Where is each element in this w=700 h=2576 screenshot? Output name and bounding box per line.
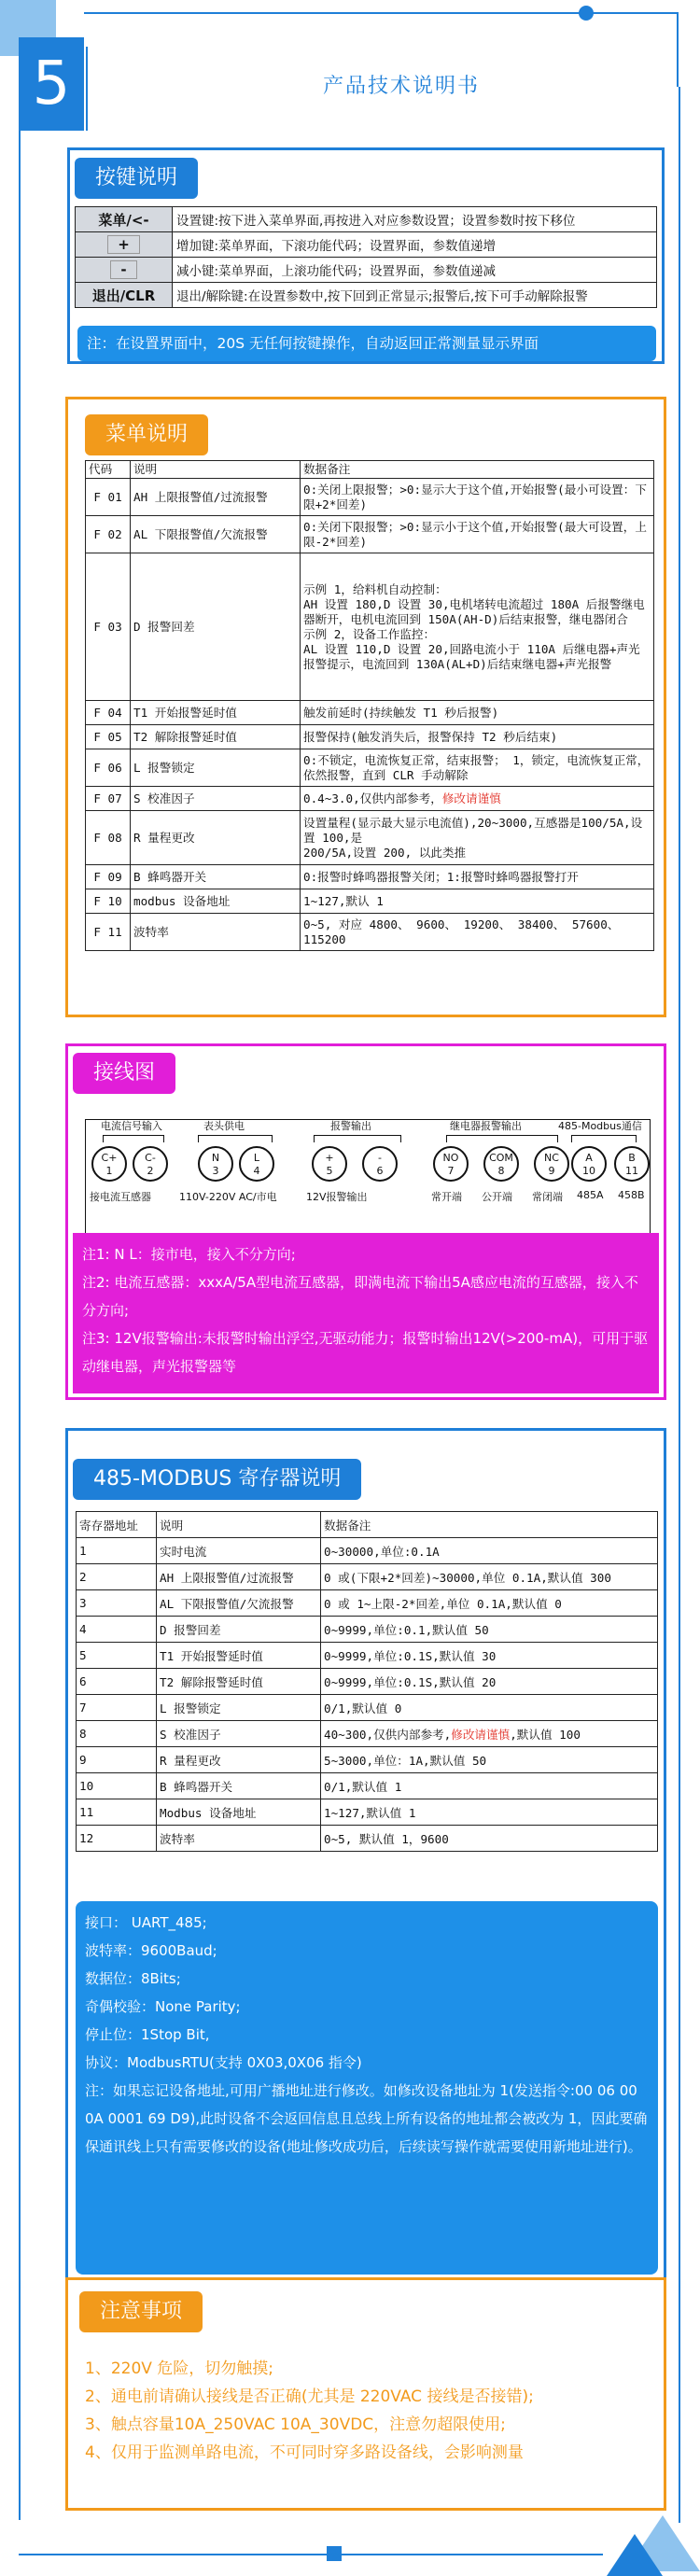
menu-name: 波特率 [131, 914, 301, 951]
column-header: 数据备注 [321, 1512, 658, 1538]
menu-table [85, 460, 654, 951]
menu-remark: 示例 1，给料机自动控制： AH 设置 180,D 设置 30,电机堵转电流超过 180A 后报警继电器断开，电机电流回到 150A(AH-D)后结束报警，继电器闭合 示例 2，设备工作监控： AL 设置 110,D 设置 20,回路电流小于 110A 后继电器+声光报警提示，电流回到 130A(AL+D)后结束继电器+声光报警 [301, 553, 654, 701]
register-name: T2 解除报警延时值 [157, 1669, 321, 1695]
register-name: L 报警锁定 [157, 1695, 321, 1721]
menu-remark: 1~127,默认 1 [301, 889, 654, 914]
group-bracket [314, 1135, 401, 1142]
column-header: 说明 [157, 1512, 321, 1538]
table-row [86, 749, 654, 787]
menu-remark: 0:关闭下限报警；>0:显示小于这个值,开始报警(最大可设置，上限-2*回差) [301, 516, 654, 553]
menu-name: T1 开始报警延时值 [131, 701, 301, 725]
key-desc: 设置键:按下进入菜单界面,再按进入对应参数设置；设置参数时按下移位 [173, 207, 657, 232]
table-row [77, 1695, 658, 1721]
modbus-section-title: 485-MODBUS 寄存器说明 [73, 1459, 361, 1500]
terminal-11: B 11 [614, 1146, 650, 1182]
terminal-label: 458B [618, 1189, 645, 1201]
terminal-label: 常闭端 [532, 1191, 563, 1203]
register-addr: 8 [77, 1721, 157, 1747]
footer-triangle [607, 2534, 663, 2576]
table-row [77, 1747, 658, 1773]
menu-name: AL 下限报警值/欠流报警 [131, 516, 301, 553]
wiring-section-title: 接线图 [73, 1053, 175, 1094]
register-name: 波特率 [157, 1826, 321, 1852]
wiring-note: 注3: 12V报警输出:未报警时输出浮空,无驱动能力；报警时输出12V(>200-mA)，可用于驱动继电器，声光报警器等 [82, 1330, 649, 1375]
menu-remark: 报警保持(触发消失后，报警保持 T2 秒后结束) [301, 725, 654, 749]
keys-note: 注：在设置界面中，20S 无任何按键操作，自动返回正常测量显示界面 [77, 326, 656, 361]
page-title: 产品技术说明书 [322, 75, 480, 98]
table-row [86, 553, 654, 701]
register-name: D 报警回差 [157, 1617, 321, 1643]
table-row [76, 232, 657, 258]
group-bracket [198, 1135, 273, 1142]
register-table [76, 1511, 658, 1852]
modbus-info-line: 波特率：9600Baud; [85, 1942, 217, 1959]
terminal-1: C+ 1 [91, 1146, 127, 1182]
modbus-info-line: 接口： UART_485; [85, 1914, 207, 1931]
table-row [86, 811, 654, 865]
menu-code: F 11 [86, 914, 131, 951]
register-addr: 3 [77, 1590, 157, 1617]
menu-code: F 05 [86, 725, 131, 749]
register-remark: 0~30000,单位:0.1A [321, 1538, 658, 1564]
menu-name: T2 解除报警延时值 [131, 725, 301, 749]
caution-list [85, 2355, 654, 2467]
group-bracket [446, 1135, 558, 1142]
terminal-6: - 6 [362, 1146, 398, 1182]
column-header: 数据备注 [301, 461, 654, 479]
footer-line [19, 2554, 327, 2555]
table-row [77, 1799, 658, 1826]
key-name: + [76, 232, 173, 258]
register-addr: 4 [77, 1617, 157, 1643]
group-label: 电流信号输入 [101, 1120, 162, 1132]
table-row [86, 787, 654, 811]
terminal-label: 接电流互感器 [90, 1191, 151, 1203]
table-row [77, 1617, 658, 1643]
register-addr: 5 [77, 1643, 157, 1669]
register-addr: 7 [77, 1695, 157, 1721]
table-row [77, 1669, 658, 1695]
table-row [77, 1538, 658, 1564]
key-desc: 增加键:菜单界面，下滚功能代码；设置界面，参数值递增 [173, 232, 657, 258]
table-row [77, 1590, 658, 1617]
right-rail [679, 87, 680, 2523]
caution-item: 2、通电前请确认接线是否正确(尤其是 220VAC 接线是否接错); [85, 2387, 534, 2406]
column-header: 说明 [131, 461, 301, 479]
table-row [86, 479, 654, 516]
terminal-7: NO 7 [433, 1146, 469, 1182]
wiring-section [65, 1043, 666, 1400]
terminal-label: 常开端 [431, 1191, 462, 1203]
group-label: 表头供电 [203, 1120, 245, 1132]
keys-section [67, 147, 665, 364]
register-remark: 0~9999,单位:0.1,默认值 50 [321, 1617, 658, 1643]
table-row [77, 1643, 658, 1669]
modbus-info-line: 注：如果忘记设备地址,可用广播地址进行修改。如修改设备地址为 1(发送指令:00 06 00 0A 0001 69 D9),此时设备不会返回信息且总线上所有设备的地址都会被改为 1，因此要确保通讯线上只有需要修改的设备(地址修改成功后，后续读写操作就需要使用新地址进行)。 [85, 2082, 648, 2155]
terminal-3: N 3 [198, 1146, 233, 1182]
modbus-info-line: 数据位：8Bits; [85, 1970, 181, 1987]
menu-code: F 09 [86, 865, 131, 889]
terminal-5: + 5 [312, 1146, 347, 1182]
warning-text: 修改请谨慎 [441, 791, 501, 805]
register-remark: 0 或(下限+2*回差)~30000,单位 0.1A,默认值 300 [321, 1564, 658, 1590]
header-line-right [677, 12, 679, 87]
caution-section-title: 注意事项 [79, 2291, 203, 2332]
register-addr: 12 [77, 1826, 157, 1852]
caution-item: 3、触点容量10A_250VAC 10A_30VDC，注意勿超限使用; [85, 2415, 506, 2434]
register-name: Modbus 设备地址 [157, 1799, 321, 1826]
table-row [76, 283, 657, 308]
terminal-8: COM 8 [483, 1146, 519, 1182]
register-addr: 6 [77, 1669, 157, 1695]
warning-text: 修改请谨慎 [451, 1728, 511, 1742]
terminal-4: L 4 [239, 1146, 274, 1182]
group-label: 继电器报警输出 [450, 1120, 522, 1132]
menu-remark: 0.4~3.0,仅供内部参考，修改请谨慎 [301, 787, 654, 811]
menu-code: F 02 [86, 516, 131, 553]
chapter-number: 5 [19, 37, 84, 131]
terminal-label: 12V报警输出 [306, 1191, 368, 1203]
terminal-10: A 10 [571, 1146, 607, 1182]
register-addr: 11 [77, 1799, 157, 1826]
footer-line [342, 2554, 603, 2555]
menu-code: F 03 [86, 553, 131, 701]
table-row [77, 1721, 658, 1747]
register-name: R 量程更改 [157, 1747, 321, 1773]
menu-code: F 08 [86, 811, 131, 865]
header-line-mid [86, 47, 88, 131]
column-header: 寄存器地址 [77, 1512, 157, 1538]
modbus-info [76, 1901, 658, 2275]
register-name: B 蜂鸣器开关 [157, 1773, 321, 1799]
wiring-note: 注2: 电流互感器：xxxA/5A型电流互感器，即满电流下输出5A感应电流的互感器，接入不分方向; [82, 1274, 638, 1319]
menu-name: B 蜂鸣器开关 [131, 865, 301, 889]
register-remark: 0~9999,单位:0.1S,默认值 30 [321, 1643, 658, 1669]
modbus-info-line: 停止位：1Stop Bit, [85, 2026, 210, 2043]
table-row [86, 914, 654, 951]
key-desc: 退出/解除键:在设置参数中,按下回到正常显示;报警后,按下可手动解除报警 [173, 283, 657, 308]
terminal-label: 485A [577, 1189, 604, 1201]
menu-remark: 触发前延时(持续触发 T1 秒后报警) [301, 701, 654, 725]
key-name: 菜单/<- [76, 207, 173, 232]
menu-code: F 06 [86, 749, 131, 787]
wiring-notes [73, 1233, 659, 1393]
terminal-9: NC 9 [534, 1146, 569, 1182]
register-remark: 0/1,默认值 1 [321, 1773, 658, 1799]
register-remark: 0/1,默认值 0 [321, 1695, 658, 1721]
menu-code: F 10 [86, 889, 131, 914]
menu-remark: 0~5, 对应 4800、 9600、 19200、 38400、 57600、 115200 [301, 914, 654, 951]
caution-item: 1、220V 危险，切勿触摸; [85, 2359, 274, 2378]
register-remark: 0~5, 默认值 1，9600 [321, 1826, 658, 1852]
left-rail [19, 131, 21, 2520]
table-row [86, 516, 654, 553]
register-addr: 9 [77, 1747, 157, 1773]
menu-section-title: 菜单说明 [85, 414, 208, 455]
key-name: 退出/CLR [76, 283, 173, 308]
register-name: S 校准因子 [157, 1721, 321, 1747]
register-name: T1 开始报警延时值 [157, 1643, 321, 1669]
menu-name: D 报警回差 [131, 553, 301, 701]
table-row [76, 207, 657, 232]
caution-section [65, 2277, 666, 2511]
wiring-note: 注1: N L：接市电，接入不分方向; [82, 1246, 296, 1263]
table-row [86, 865, 654, 889]
group-bracket [103, 1135, 164, 1142]
table-header-row [86, 461, 654, 479]
table-row [86, 701, 654, 725]
register-addr: 2 [77, 1564, 157, 1590]
keys-section-title: 按键说明 [75, 158, 198, 199]
footer-square [327, 2546, 342, 2561]
group-label: 485-Modbus通信 [558, 1120, 642, 1132]
menu-code: F 07 [86, 787, 131, 811]
table-row [86, 725, 654, 749]
menu-name: S 校准因子 [131, 787, 301, 811]
menu-remark: 0:关闭上限报警；>0:显示大于这个值,开始报警(最小可设置：下限+2*回差) [301, 479, 654, 516]
menu-remark: 0:不锁定，电流恢复正常，结束报警； 1，锁定，电流恢复正常，依然报警，直到 CLR 手动解除 [301, 749, 654, 787]
keys-table [75, 206, 657, 308]
table-row [77, 1564, 658, 1590]
modbus-section [65, 1428, 666, 2287]
register-name: AL 下限报警值/欠流报警 [157, 1590, 321, 1617]
table-row [77, 1826, 658, 1852]
register-remark: 0~9999,单位:0.1S,默认值 20 [321, 1669, 658, 1695]
menu-section [65, 397, 666, 1017]
register-remark: 0 或 1~上限-2*回差,单位 0.1A,默认值 0 [321, 1590, 658, 1617]
table-row [86, 889, 654, 914]
register-addr: 1 [77, 1538, 157, 1564]
menu-code: F 04 [86, 701, 131, 725]
modbus-info-line: 协议：ModbusRTU(支持 0X03,0X06 指令) [85, 2054, 362, 2071]
register-addr: 10 [77, 1773, 157, 1799]
wiring-diagram [85, 1119, 651, 1240]
terminal-label: 公开端 [482, 1191, 512, 1203]
register-remark: 40~300,仅供内部参考,修改请谨慎,默认值 100 [321, 1721, 658, 1747]
table-row [76, 258, 657, 283]
register-name: 实时电流 [157, 1538, 321, 1564]
table-row [77, 1773, 658, 1799]
header-dot [579, 6, 594, 21]
menu-code: F 01 [86, 479, 131, 516]
key-desc: 减小键:菜单界面，上滚功能代码；设置界面，参数值递减 [173, 258, 657, 283]
modbus-info-line: 奇偶校验：None Parity; [85, 1998, 241, 2015]
terminal-2: C- 2 [133, 1146, 168, 1182]
menu-name: modbus 设备地址 [131, 889, 301, 914]
menu-name: L 报警锁定 [131, 749, 301, 787]
table-header-row [77, 1512, 658, 1538]
menu-remark: 0:报警时蜂鸣器报警关闭；1:报警时蜂鸣器报警打开 [301, 865, 654, 889]
key-name: - [76, 258, 173, 283]
menu-name: AH 上限报警值/过流报警 [131, 479, 301, 516]
caution-item: 4、仅用于监测单路电流，不可同时穿多路设备线，会影响测量 [85, 2443, 524, 2462]
register-remark: 5~3000,单位：1A,默认值 50 [321, 1747, 658, 1773]
register-remark: 1~127,默认值 1 [321, 1799, 658, 1826]
group-label: 报警输出 [330, 1120, 371, 1132]
group-bracket [571, 1135, 637, 1142]
menu-remark: 设置量程(显示最大显示电流值),20~3000,互感器是100/5A,设置 100,是 200/5A,设置 200, 以此类推 [301, 811, 654, 865]
menu-name: R 量程更改 [131, 811, 301, 865]
terminal-label: 110V-220V AC/市电 [179, 1191, 277, 1203]
column-header: 代码 [86, 461, 131, 479]
register-name: AH 上限报警值/过流报警 [157, 1564, 321, 1590]
